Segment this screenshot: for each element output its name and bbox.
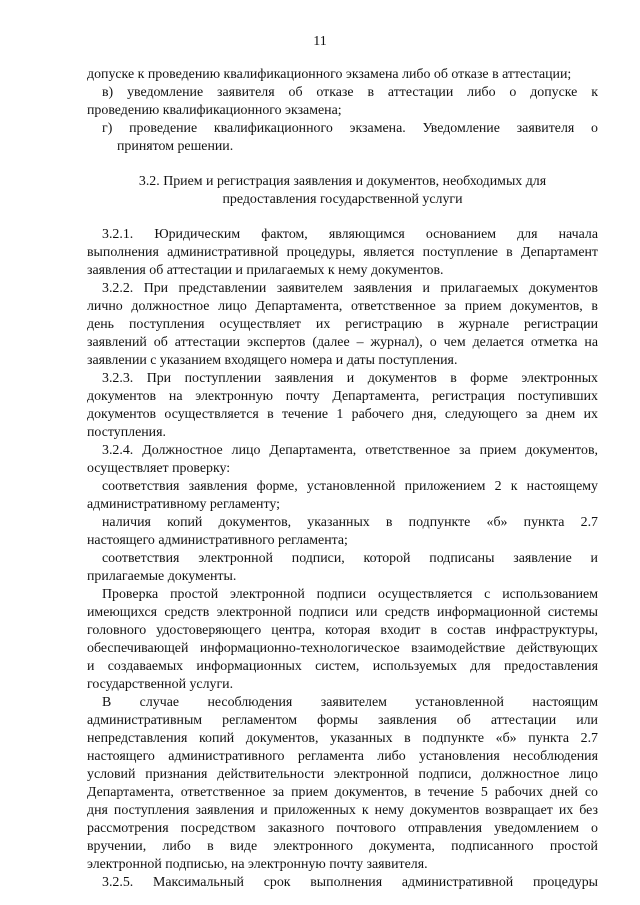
text-line: 3.2.2. При представлении заявителем заявления и прилагаемых документов: [102, 281, 598, 296]
text-line: допуске к проведению квалификационного экзамена либо об отказе в аттестации;: [87, 67, 572, 82]
text-line: государственной услуги.: [87, 677, 234, 692]
section-heading: 3.2. Прием и регистрация заявления и документов, необходимых для: [138, 174, 547, 189]
text-line: условий признания действительности электронной подписи, должностное лицо: [87, 767, 598, 782]
text-line: соответствия электронной подписи, которой подписаны заявление и: [102, 551, 598, 566]
text-line: и создаваемых информационных систем, используемых для предоставления: [87, 659, 598, 674]
text-line: 3.2.5. Максимальный срок выполнения административной процедуры: [102, 875, 598, 890]
text-line: 3.2.1. Юридическим фактом, являющимся основанием для начала: [102, 227, 598, 242]
text-line: административному регламенту;: [87, 497, 280, 512]
text-line: заявления об аттестации и прилагаемых к нему документов.: [87, 263, 444, 278]
section-heading: предоставления государственной услуги: [222, 192, 463, 207]
text-line: заявлений об аттестации экспертов (далее – журнал), о чем делается отметка на: [87, 335, 598, 350]
text-line: дня поступления заявления и приложенных к нему документов возвращает их без: [87, 803, 598, 818]
text-line: поступления.: [87, 425, 166, 440]
text-line: Проверка простой электронной подписи осуществляется с использованием: [102, 587, 598, 602]
text-line: документов на электронную почту Департамента, регистрация поступивших: [87, 389, 598, 404]
text-line: обеспечивающей информационно-технологическое взаимодействие действующих: [87, 641, 598, 656]
text-line: вручении, либо в виде электронного документа, подписанного простой: [87, 839, 598, 854]
text-line: лично должностное лицо Департамента, ответственное за прием документов, в: [87, 299, 598, 314]
text-line: непредставления копий документов, указанных в подпункте «б» пункта 2.7: [87, 731, 598, 746]
text-line: имеющихся средств электронной подписи или средств информационной системы: [87, 605, 598, 620]
text-line: наличия копий документов, указанных в подпункте «б» пункта 2.7: [102, 515, 598, 530]
text-line: Департамента, ответственное за прием документов, в течение 5 рабочих дней со: [87, 785, 598, 800]
text-line: в) уведомление заявителя об отказе в аттестации либо о допуске к: [102, 85, 598, 100]
text-line: прилагаемые документы.: [87, 569, 237, 584]
text-line: документов осуществляется в течение 1 рабочего дня, следующего за днем их: [87, 407, 598, 422]
text-line: соответствия заявления форме, установленной приложением 2 к настоящему: [102, 479, 598, 494]
text-line: административным регламентом формы заявления об аттестации или: [87, 713, 598, 728]
text-line: настоящего административного регламента либо установления несоблюдения: [87, 749, 598, 764]
text-line: 3.2.4. Должностное лицо Департамента, ответственное за прием документов,: [102, 443, 598, 458]
text-line: день поступления осуществляет их регистрацию в журнале регистрации: [87, 317, 598, 332]
text-line: принятом решении.: [117, 139, 234, 154]
text-line: выполнения административной процедуры, является поступление в Департамент: [87, 245, 598, 260]
text-line: 3.2.3. При поступлении заявления и документов в форме электронных: [102, 371, 598, 386]
page-number: 11: [313, 34, 327, 49]
text-line: настоящего административного регламента;: [87, 533, 348, 548]
text-line: заявлении с указанием входящего номера и даты поступления.: [87, 353, 458, 368]
text-line: головного удостоверяющего центра, которая входит в состав инфраструктуры,: [87, 623, 598, 638]
text-line: г) проведение квалификационного экзамена. Уведомление заявителя о: [102, 121, 598, 136]
text-line: рассмотрения посредством заказного почтового отправления уведомлением о: [87, 821, 598, 836]
text-line: В случае несоблюдения заявителем установленной настоящим: [102, 695, 598, 710]
text-line: осуществляет проверку:: [87, 461, 231, 476]
text-line: проведению квалификационного экзамена;: [87, 103, 342, 118]
text-line: электронной подписью, на электронную почту заявителя.: [87, 857, 428, 872]
